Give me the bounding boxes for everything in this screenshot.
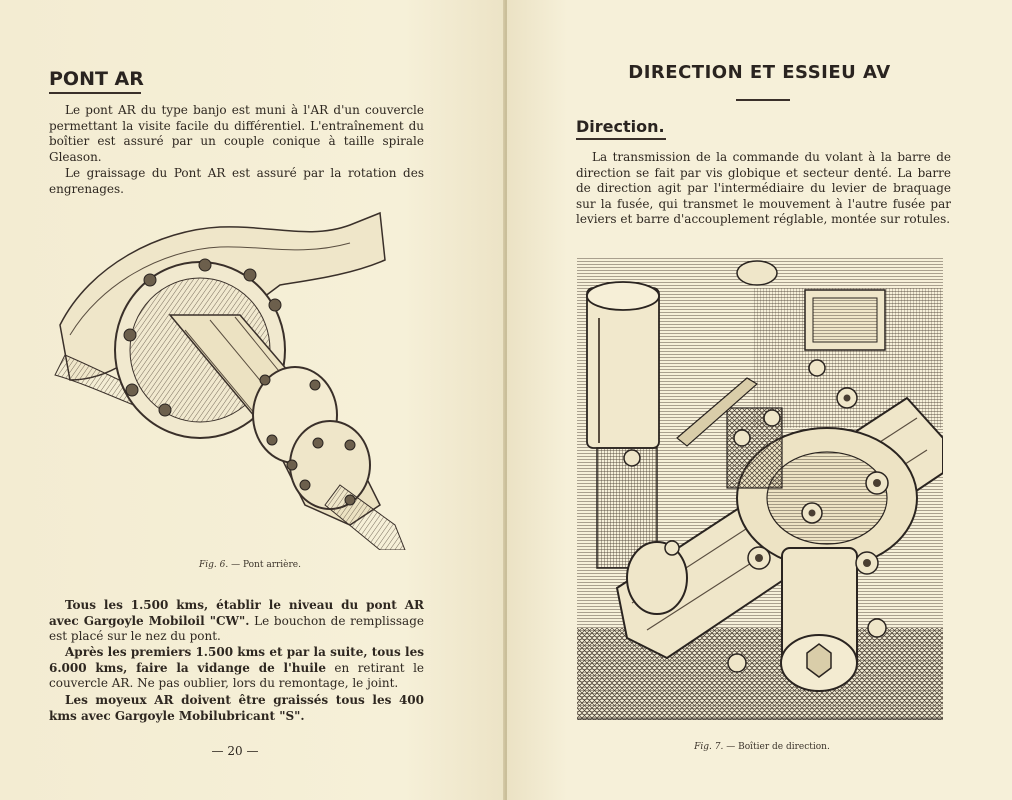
maintenance-2-bold: Après les premiers 1.500 kms et par la suite, tous les 6.000 kms, faire la vidange de l'huile (49, 645, 424, 675)
direction-paragraph: La transmission de la commande du volant à la barre de direction se fait par vis globique et secteur denté. La barre de direction agit par l'intermédiaire du levier de braquage sur la fusée, qui transmet le mouvement à l'autre fusée par leviers et barre d'accouplement réglable, montée sur rotules. (576, 150, 951, 226)
left-page (0, 0, 505, 800)
maintenance-2-normal: en retirant le couvercle AR. Ne pas oublier, lors du remontage, le joint. (49, 660, 425, 690)
rear-axle-illustration (50, 205, 410, 550)
heading-center-rule (736, 99, 790, 101)
heading-underline (49, 92, 141, 94)
direction-subheading: Direction. (576, 117, 665, 136)
maintenance-1-bold: Tous les 1.500 kms, établir le niveau du pont AR avec Gargoyle Mobiloil "CW". (49, 598, 424, 628)
steering-box-illustration (577, 258, 943, 720)
intro-paragraph-2: Le graissage du Pont AR est assuré par la rotation des engrenages. (49, 166, 424, 196)
left-page-heading: PONT AR (49, 68, 144, 90)
figure-6-text: — Pont arrière. (231, 560, 301, 570)
subheading-underline (576, 138, 666, 140)
figure-7-text: — Boîtier de direction. (726, 742, 830, 752)
figure-6-label: Fig. 6. (199, 560, 229, 570)
maintenance-3-bold: Les moyeux AR doivent être graissés tous les 400 kms avec Gargoyle Mobilubricant "S". (49, 693, 424, 723)
maintenance-paragraph-1 (49, 598, 424, 645)
maintenance-paragraph-3 (49, 693, 424, 724)
figure-7-caption (657, 742, 867, 752)
maintenance-paragraph-2 (49, 645, 424, 692)
intro-paragraph-1: Le pont AR du type banjo est muni à l'AR d'un couvercle permettant la visite facile du différentiel. L'entraînement du boîtier est assuré par un couple conique à taille spirale Gleason. (49, 103, 424, 164)
right-page-heading: DIRECTION ET ESSIEU AV (628, 62, 891, 83)
figure-7-label: Fig. 7. (694, 742, 724, 752)
figure-6-caption (150, 560, 350, 570)
page-number: — 20 — (211, 744, 259, 758)
right-page (507, 0, 1012, 800)
maintenance-1-normal: Le bouchon de remplissage est placé sur le nez du pont. (49, 613, 424, 643)
